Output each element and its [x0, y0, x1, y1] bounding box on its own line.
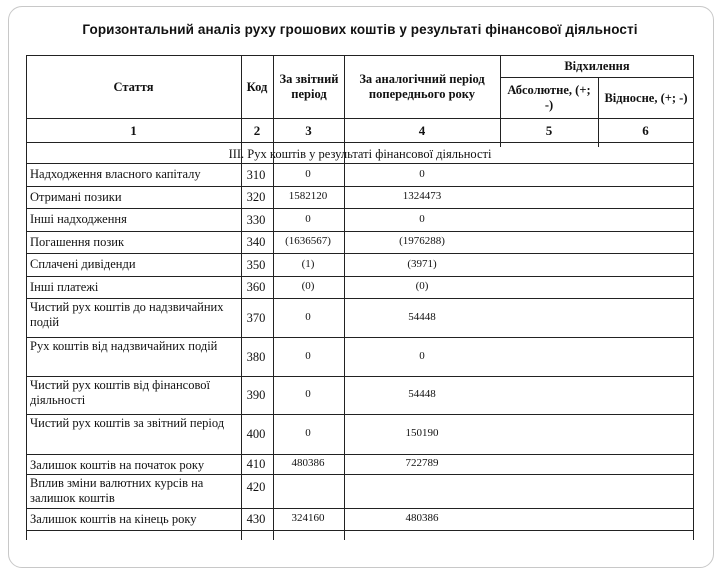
section-bottom — [26, 163, 694, 164]
page-title: Горизонтальний аналіз руху грошових коштів у результаті фінансової діяльності — [82, 22, 638, 37]
row-previous-value: 54448 — [408, 388, 436, 400]
row-divider — [26, 208, 694, 209]
row-label: Чистий рух коштів до надзвичайних подій — [30, 300, 224, 329]
row-code: 420 — [246, 480, 266, 494]
row-previous-value: 0 — [419, 349, 425, 362]
row-code: 370 — [246, 310, 266, 325]
row-label: Погашення позик — [30, 235, 125, 249]
row-current-value: 480386 — [291, 457, 325, 469]
row-code: 410 — [246, 457, 266, 471]
row-current-value: 0 — [305, 167, 311, 180]
row-code: 360 — [246, 280, 266, 294]
row-code: 340 — [246, 235, 266, 249]
row-current-value: 1582120 — [288, 190, 328, 202]
row-previous-value: (3971) — [407, 257, 437, 270]
row-current-value: 0 — [305, 212, 311, 225]
row-code: 390 — [246, 388, 266, 402]
row-label: Залишок коштів на початок року — [30, 458, 205, 472]
header-previous-period: За аналогічний період попереднього року — [359, 72, 485, 101]
row-previous-value: 0 — [419, 212, 425, 225]
row-divider — [26, 530, 694, 531]
row-divider — [26, 414, 694, 415]
row-code: 310 — [246, 167, 266, 182]
row-previous-value: 150190 — [405, 427, 439, 439]
section-title: ІІІ. Рух коштів у результаті фінансової діяльності — [228, 147, 492, 161]
col-number-3: 3 — [305, 123, 312, 138]
col-number-6: 6 — [642, 123, 649, 138]
row-previous-value: (1976288) — [399, 235, 445, 247]
row-label: Вплив зміни валютних курсів на залишок коштів — [30, 476, 204, 505]
row-code: 430 — [246, 512, 266, 526]
row-label: Надходження власного капіталу — [30, 167, 201, 181]
col-number-4: 4 — [418, 123, 426, 138]
row-divider — [26, 253, 694, 254]
row-label: Отримані позики — [30, 190, 122, 204]
header-relative: Відносне, (+; -) — [604, 90, 688, 105]
row-divider — [26, 454, 694, 455]
row-label: Чистий рух коштів за звітний період — [30, 416, 225, 430]
row-current-value: 0 — [305, 349, 311, 362]
row-current-value: 0 — [305, 310, 311, 323]
row-code: 330 — [246, 212, 266, 227]
row-current-value: (1) — [301, 257, 315, 270]
row-current-value: (1636567) — [285, 235, 331, 247]
row-label: Залишок коштів на кінець року — [30, 512, 197, 526]
row-label: Чистий рух коштів від фінансової діяльності — [30, 378, 211, 407]
row-current-value: 0 — [305, 388, 311, 400]
row-divider — [26, 337, 694, 338]
col-number-5: 5 — [545, 123, 553, 138]
header-deviation: Відхилення — [564, 59, 630, 73]
row-code: 380 — [246, 349, 266, 364]
row-label: Сплачені дивіденди — [30, 257, 136, 271]
row-divider — [26, 474, 694, 475]
row-divider — [26, 186, 694, 187]
row-divider — [26, 298, 694, 299]
row-previous-value: 0 — [419, 167, 425, 180]
row-code: 320 — [246, 190, 266, 204]
header-absolute: Абсолютне, (+; -) — [507, 83, 591, 112]
row-divider — [26, 508, 694, 509]
header-bottom — [26, 118, 694, 119]
row-code: 400 — [246, 427, 266, 441]
row-previous-value: (0) — [415, 280, 429, 292]
row-previous-value: 480386 — [405, 512, 439, 524]
row-current-value: (0) — [301, 280, 315, 292]
col-number-2: 2 — [253, 123, 261, 138]
row-label: Інші платежі — [30, 280, 99, 294]
row-divider — [26, 376, 694, 377]
col-number-1: 1 — [130, 123, 137, 138]
row-divider — [26, 231, 694, 232]
header-current-period: За звітний період — [279, 72, 339, 101]
row-previous-value: 722789 — [405, 457, 439, 469]
row-label: Рух коштів від надзвичайних подій — [30, 339, 218, 353]
row-previous-value: 54448 — [408, 310, 436, 323]
row-label: Інші надходження — [30, 212, 127, 226]
row-divider — [26, 276, 694, 277]
header-code: Код — [246, 79, 268, 94]
row-current-value: 324160 — [291, 512, 325, 524]
numbers-bottom — [26, 142, 694, 143]
row-code: 350 — [246, 257, 266, 272]
header-article: Стаття — [113, 79, 154, 94]
row-current-value: 0 — [305, 427, 311, 439]
row-previous-value: 1324473 — [402, 190, 442, 202]
